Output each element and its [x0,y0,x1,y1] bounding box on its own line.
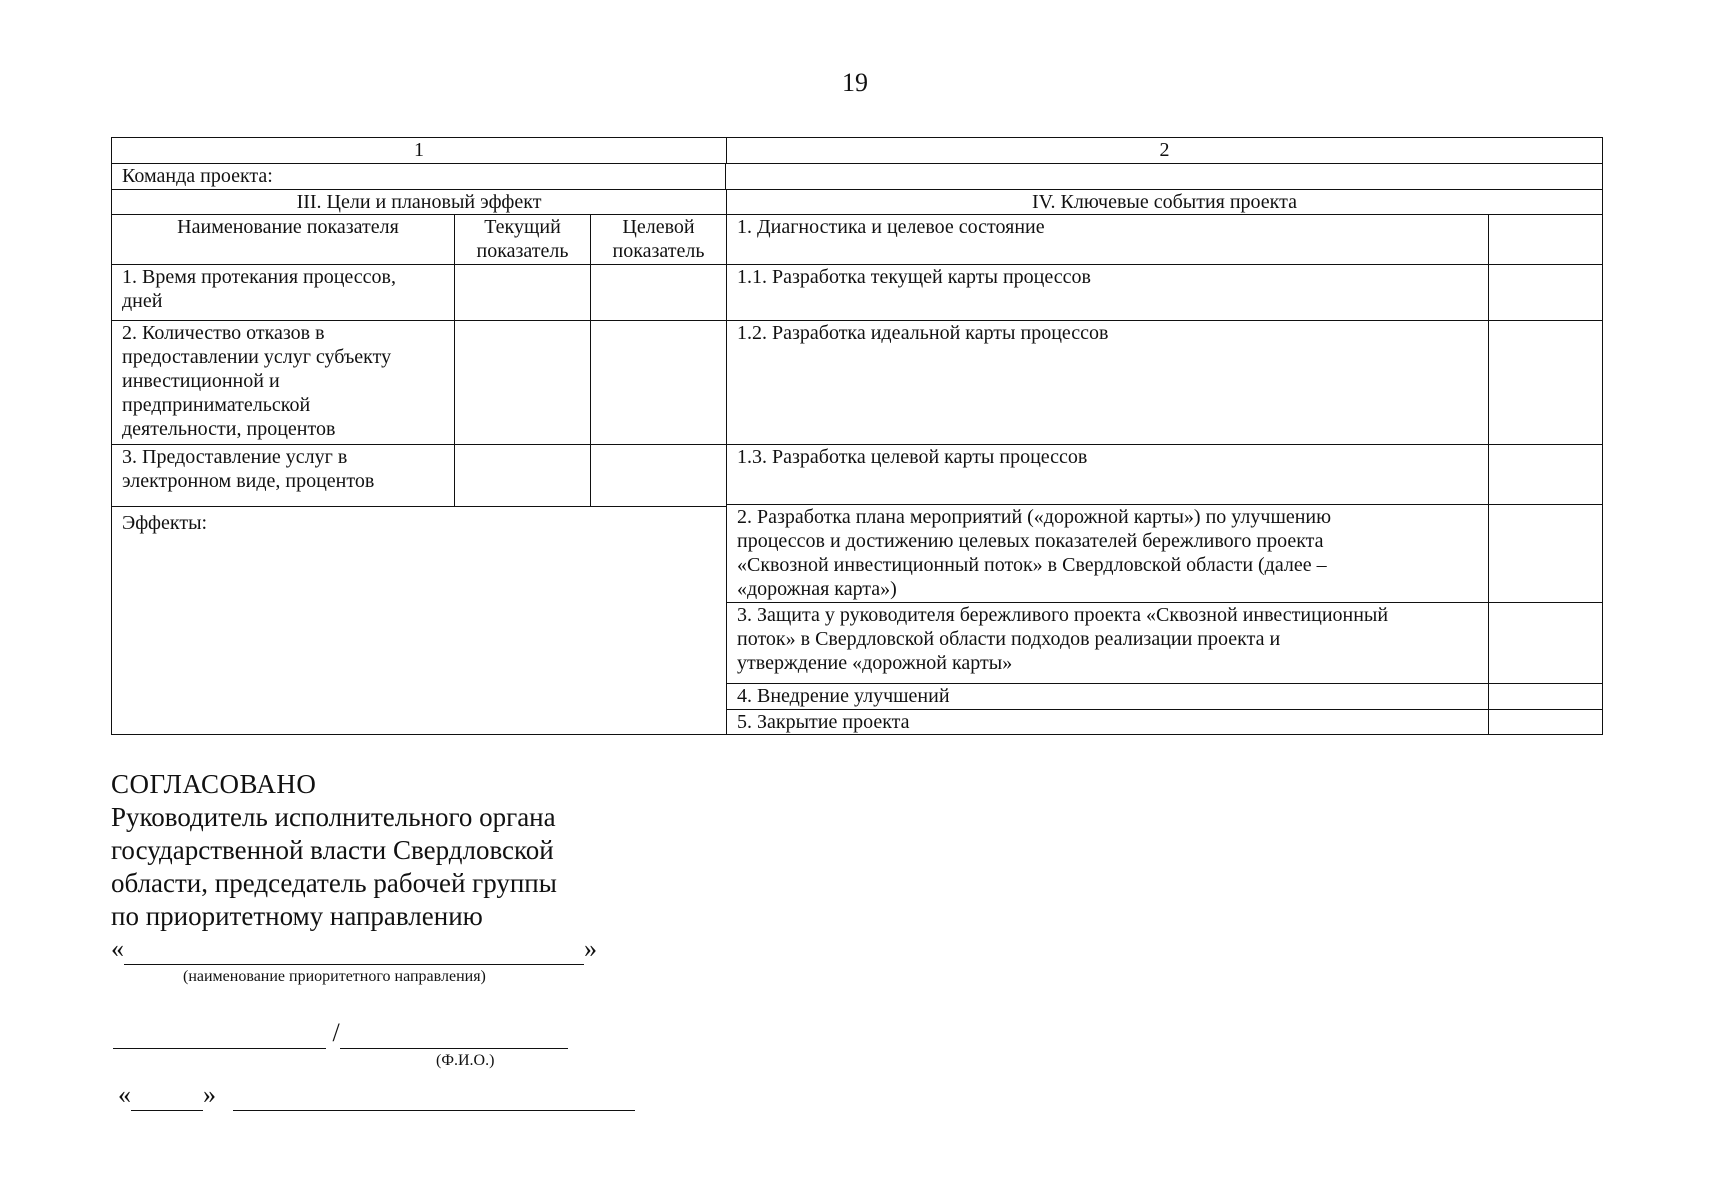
event-row [727,684,1602,710]
target-header-line: показатель [612,240,705,262]
current-value-cell [455,265,591,320]
indicator-name [112,445,455,506]
day-blank-line [131,1080,203,1111]
current-header-line: показатель [476,240,569,262]
event-row [727,445,1602,505]
direction-blank-line [124,934,584,965]
event-row [727,321,1602,445]
target-value-cell [591,321,726,444]
signature-blank-line [113,1018,326,1049]
target-value-cell [591,265,726,320]
approval-line: по приоритетному направлению [111,901,483,931]
project-passport-table [111,137,1603,735]
event-text: 1. Диагностика и целевое состояние [727,215,1489,264]
event-date-cell [1489,684,1602,709]
event-text-line: процессов и достижению целевых показателей бережливого проекта [737,530,1324,552]
section-title-row [112,190,1602,215]
event-row [727,505,1602,603]
event-text-line: «дорожная карта») [737,578,897,600]
events-block [727,215,1602,734]
indicator-row [112,265,726,321]
page-number: 19 [842,68,868,97]
event-text: 1.1. Разработка текущей карты процессов [727,265,1489,320]
table-body [112,215,1602,734]
event-text: 4. Внедрение улучшений [727,684,1489,709]
indicator-row [112,445,726,507]
goals-block [112,215,727,734]
direction-name-field [111,934,597,965]
indicator-name-line: 1. Время протекания процессов, [122,266,397,288]
event-row [727,265,1602,321]
event-date-cell [1489,321,1602,444]
indicator-name [112,265,455,320]
team-value-cell [726,164,1602,189]
indicator-header-row [112,215,726,265]
approval-title: СОГЛАСОВАНО [111,769,317,799]
indicator-name-line: 3. Предоставление услуг в [122,446,348,468]
team-label: Команда проекта: [112,164,726,189]
indicator-name-line: инвестиционной и [122,370,280,392]
target-value-header [591,215,726,264]
date-open-quote: « [118,1080,131,1109]
indicator-name-line: электронном виде, процентов [122,470,375,492]
section-goals-title: III. Цели и плановый эффект [112,190,727,214]
event-text-line: 3. Защита у руководителя бережливого проекта «Сквозной инвестиционный [737,604,1389,626]
event-row [727,215,1602,265]
approval-block [111,768,557,933]
event-text: 5. Закрытие проекта [727,710,1489,734]
approval-line: Руководитель исполнительного органа [111,802,556,832]
current-value-cell [455,321,591,444]
event-text: 1.3. Разработка целевой карты процессов [727,445,1489,504]
current-header-line: Текущий [484,216,561,238]
indicator-name-header: Наименование показателя [112,215,455,264]
section-events-title: IV. Ключевые события проекта [1032,191,1297,213]
signature-field [113,1018,568,1049]
indicator-name-line: предоставлении услуг субъекту [122,346,392,368]
effects-cell: Эффекты: [122,512,208,534]
event-text [727,603,1489,683]
indicator-name-line: деятельности, процентов [122,418,336,440]
approval-line: области, председатель рабочей группы [111,868,557,898]
current-value-header [455,215,591,264]
indicator-name [112,321,455,444]
event-text-line: 2. Разработка плана мероприятий («дорожной карты») по улучшению [737,506,1332,528]
open-quote: « [111,934,124,963]
indicator-name-line: 2. Количество отказов в [122,322,325,344]
indicator-name-line: дней [122,290,163,312]
date-field [118,1080,635,1111]
month-year-blank-line [233,1080,635,1111]
fio-caption: (Ф.И.О.) [436,1052,495,1069]
event-date-cell [1489,603,1602,683]
event-row [727,710,1602,734]
fio-blank-line [340,1018,568,1049]
column-number-row [112,138,1602,164]
signature-slash: / [332,1018,340,1047]
event-row [727,603,1602,684]
direction-caption: (наименование приоритетного направления) [183,968,486,985]
event-text: 1.2. Разработка идеальной карты процессов [727,321,1489,444]
column-number-1: 1 [112,138,727,163]
event-text-line: поток» в Свердловской области подходов реализации проекта и [737,628,1281,650]
approval-line: государственной власти Свердловской [111,835,554,865]
event-text-line: «Сквозной инвестиционный поток» в Свердловской области (далее – [737,554,1327,576]
indicator-row [112,321,726,445]
current-value-cell [455,445,591,506]
target-header-line: Целевой [622,216,695,238]
event-date-cell [1489,710,1602,734]
indicator-name-line: предпринимательской [122,394,311,416]
event-date-cell [1489,445,1602,504]
event-text-line: утверждение «дорожной карты» [737,652,1013,674]
target-value-cell [591,445,726,506]
close-quote: » [584,934,597,963]
team-row [112,164,1602,190]
event-date-cell [1489,215,1602,264]
date-close-quote: » [203,1080,216,1109]
column-number-2: 2 [1159,139,1170,161]
event-date-cell [1489,505,1602,602]
event-date-cell [1489,265,1602,320]
event-text [727,505,1489,602]
